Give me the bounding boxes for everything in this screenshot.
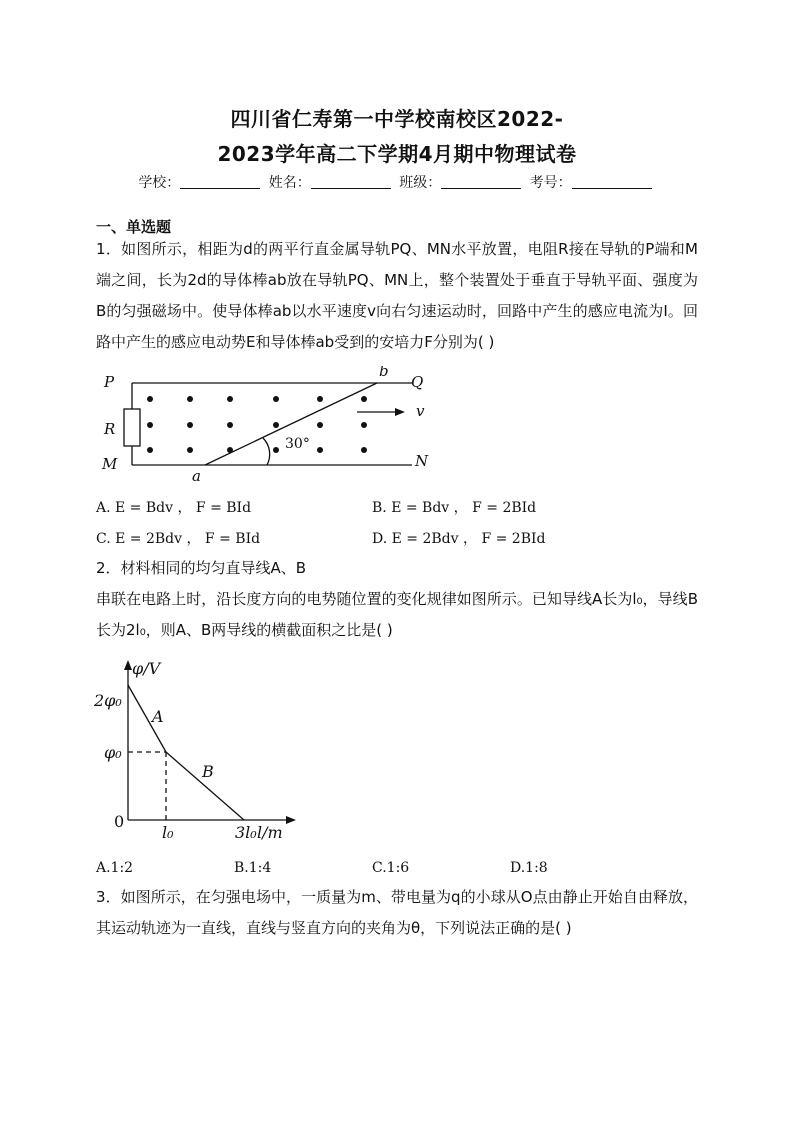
label-v: v <box>416 402 425 420</box>
name-label: 姓名： <box>268 175 311 191</box>
question-2-text: 串联在电路上时，沿长度方向的电势随位置的变化规律如图所示。已知导线A长为l₀，导线B长为2l₀，则A、B两导线的横截面积之比是( ) <box>96 590 698 639</box>
q1-option-b[interactable]: B. E = Bdv ， F = 2BId <box>372 500 537 516</box>
x-tick-3l0: 3l₀ <box>235 823 257 842</box>
y-tick-phi0: φ₀ <box>104 743 122 762</box>
title-line-1: 四川省仁寿第一中学校南校区2022- <box>230 107 564 131</box>
name-blank[interactable] <box>311 174 391 189</box>
y-axis-label: φ/V <box>132 659 161 678</box>
school-label: 学校： <box>138 175 181 191</box>
angle-label: 30° <box>285 436 310 452</box>
student-info-row <box>0 172 794 192</box>
question-3-text: 3．如图所示，在匀强电场中，一质量为m、带电量为q的小球从O点由静止开始自由释放，其运动轨迹为一直线，直线与竖直方向的夹角为θ，下列说法正确的是( ) <box>96 888 698 937</box>
label-N: N <box>415 452 429 470</box>
y-tick-2phi0: 2φ₀ <box>94 691 122 710</box>
question-2-line-1: 2．材料相同的均匀直导线A、B <box>96 559 307 577</box>
label-P: P <box>104 373 115 391</box>
segment-label-A: A <box>152 707 164 726</box>
school-blank[interactable] <box>180 174 260 189</box>
label-M: M <box>102 455 118 473</box>
q2-option-c[interactable]: C.1:6 <box>372 860 410 876</box>
exam-no-label: 考号： <box>529 175 572 191</box>
origin-label: 0 <box>114 812 125 831</box>
class-label: 班级： <box>399 175 442 191</box>
title-line-2: 2023学年高二下学期4月期中物理试卷 <box>217 142 577 166</box>
q1-option-d[interactable]: D. E = 2Bdv ， F = 2BId <box>372 531 546 547</box>
section-heading: 一、单选题 <box>96 218 172 236</box>
question-1-text: 1．如图所示，相距为d的两平行直金属导轨PQ、MN水平放置，电阻R接在导轨的P端和M端之间，长为2d的导体棒ab放在导轨PQ、MN上，整个装置处于垂直于导轨平面、强度为B的匀强磁场中。使导体棒ab以水平速度v向右匀速运动时，回路中产生的感应电流为I。回路中产生的感应电动势E和导体棒ab受到的安培力F分别为( ) <box>96 240 698 351</box>
x-axis-label: l/m <box>257 823 283 842</box>
label-Q: Q <box>411 373 424 391</box>
label-b: b <box>379 366 389 380</box>
q2-option-b[interactable]: B.1:4 <box>234 860 272 876</box>
q1-option-c[interactable]: C. E = 2Bdv ， F = BId <box>96 531 261 547</box>
label-a: a <box>192 467 201 485</box>
x-tick-l0: l₀ <box>162 823 174 842</box>
q2-option-a[interactable]: A.1:2 <box>96 860 134 876</box>
q2-option-d[interactable]: D.1:8 <box>510 860 548 876</box>
question-1-figure <box>92 366 442 486</box>
exam-no-blank[interactable] <box>572 174 652 189</box>
q1-option-a[interactable]: A. E = Bdv ， F = BId <box>96 500 252 516</box>
class-blank[interactable] <box>441 174 521 189</box>
question-2-figure <box>92 656 322 846</box>
segment-label-B: B <box>202 762 214 781</box>
label-R: R <box>104 420 116 438</box>
